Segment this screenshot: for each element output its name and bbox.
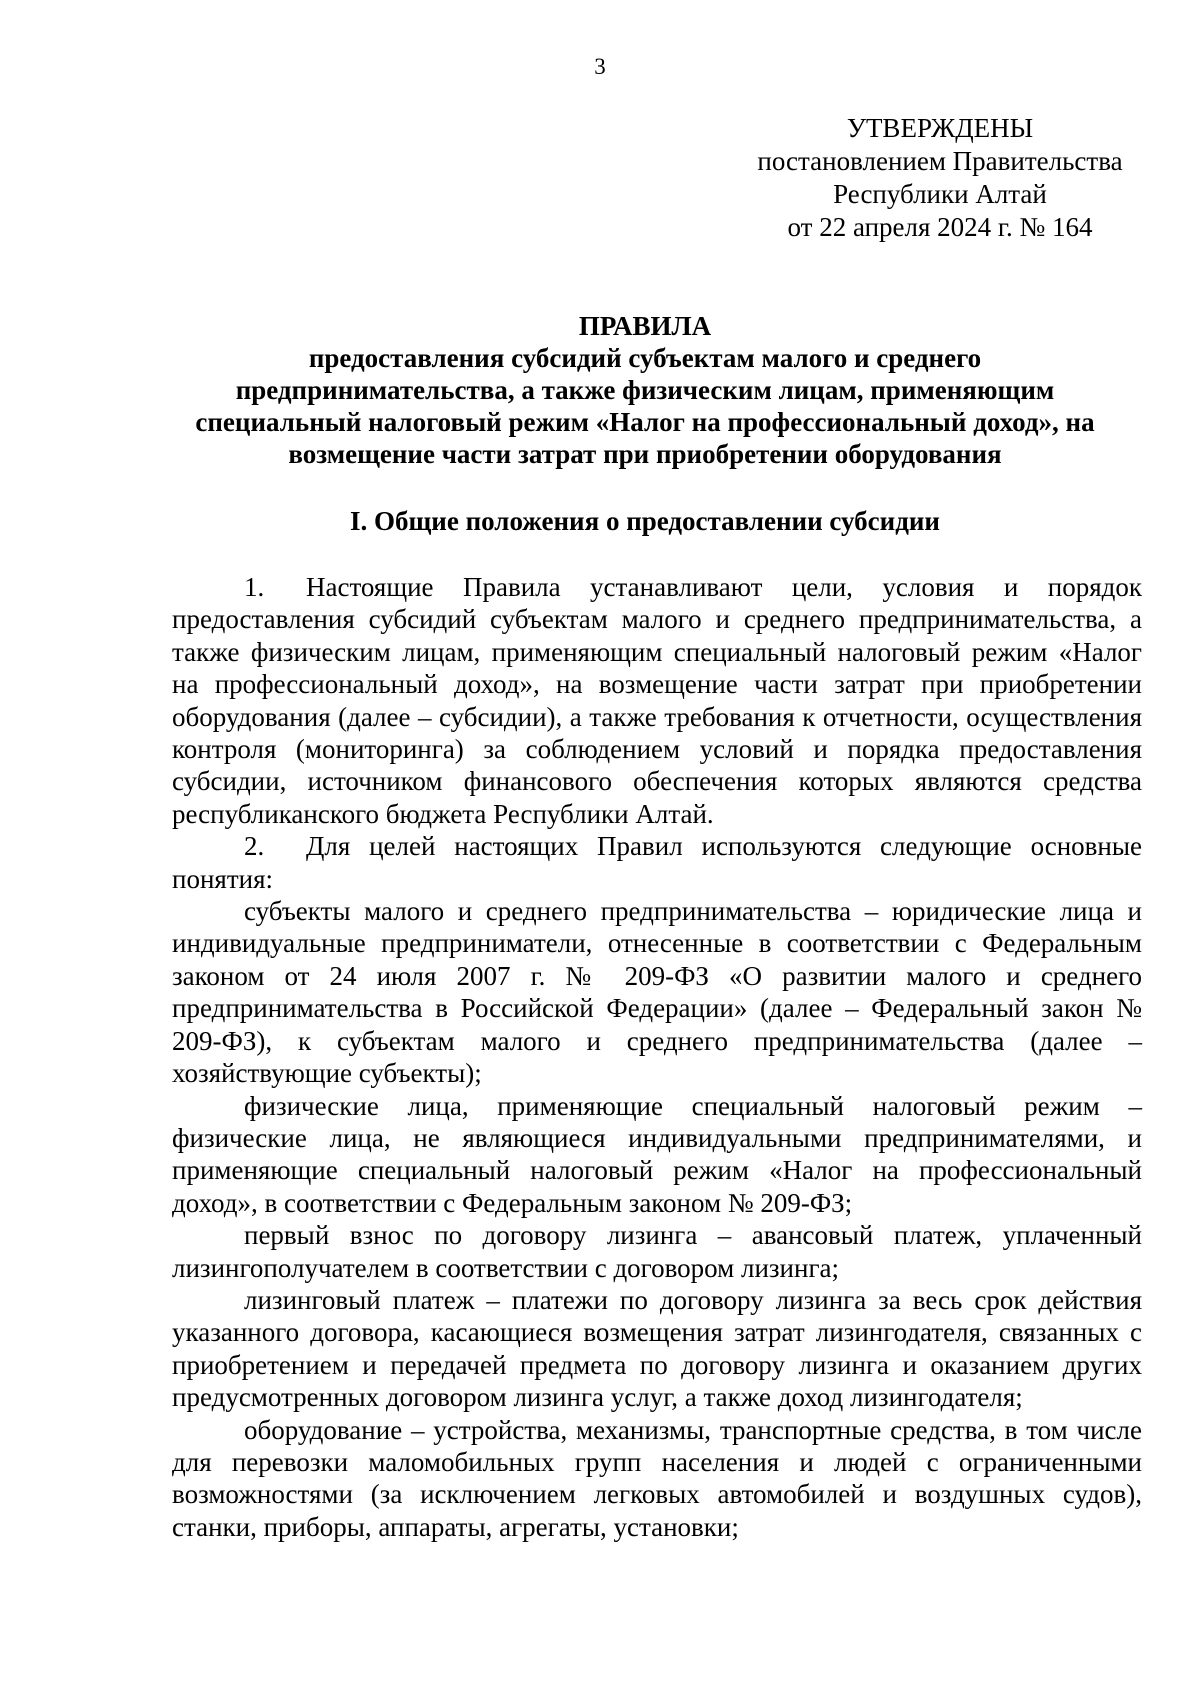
paragraph-text: Для целей настоящих Правил используются следующие основные понятия: bbox=[172, 831, 1142, 894]
paragraph-text: Настоящие Правила устанавливают цели, условия и порядок предоставления субсидий субъектам малого и среднего предпринимательства, а также физическим лицам, применяющим специальный налоговый режим «Налог на профессиональный доход», на возмещение части затрат при приобретении оборудования (далее – субсидии), а также требования к отчетности, осуществления контроля (мониторинга) за соблюдением условий и порядка предоставления субсидии, источником финансового обеспечения которых являются средства республиканского бюджета Республики Алтай. bbox=[172, 572, 1142, 829]
title-heading: ПРАВИЛА bbox=[578, 311, 712, 341]
definition-first-lease-payment: первый взнос по договору лизинга – авансовый платеж, уплаченный лизингополучателем в соответствии с договором лизинга; bbox=[172, 1220, 1142, 1283]
section-heading: I. Общие положения о предоставлении субсидии bbox=[350, 506, 940, 536]
paragraph-number: 2. bbox=[244, 831, 265, 862]
definition-lease-payment: лизинговый платеж – платежи по договору лизинга за весь срок действия указанного договора, касающиеся возмещения затрат лизингодателя, связанных с приобретением и передачей предмета по договору лизинга и оказанием других предусмотренных договором лизинга услуг, а также доход лизингодателя; bbox=[172, 1284, 1142, 1413]
definition-self-employed: физические лица, применяющие специальный налоговый режим – физические лица, не являющиеся индивидуальными предпринимателями, и применяющие специальный налоговый режим «Налог на профессиональный доход», в соответствии с Федеральным законом № 209-ФЗ; bbox=[172, 1090, 1142, 1218]
definition-smb: субъекты малого и среднего предпринимательства – юридические лица и индивидуальные предприниматели, отнесенные в соответствии с Федеральным законом от 24 июля 2007 г. № 209-ФЗ «О развитии малого и среднего предпринимательства в Российской Федерации» (далее – Федеральный закон № 209-ФЗ), к субъектам малого и среднего предпринимательства (далее – хозяйствующие субъекты); bbox=[172, 896, 1142, 1089]
definition-equipment: оборудование – устройства, механизмы, транспортные средства, в том числе для перевозки маломобильных групп населения и людей с ограниченными возможностями (за исключением легковых автомобилей и воздушных судов), станки, приборы, аппараты, агрегаты, установки; bbox=[172, 1414, 1142, 1542]
paragraph-number: 1. bbox=[244, 572, 265, 602]
approval-stamp-block bbox=[740, 112, 1140, 244]
title-line-3: специальный налоговый режим «Налог на профессиональный доход», на bbox=[195, 407, 1095, 437]
document-body bbox=[172, 571, 1142, 1543]
document-title bbox=[160, 310, 1130, 470]
paragraph-1 bbox=[172, 571, 1142, 830]
approval-line-approved: УТВЕРЖДЕНЫ bbox=[846, 113, 1034, 143]
title-line-4: возмещение части затрат при приобретении оборудования bbox=[288, 439, 1002, 469]
approval-line-date-number: от 22 апреля 2024 г. № 164 bbox=[787, 212, 1093, 242]
title-line-2: предпринимательства, а также физическим лицам, применяющим bbox=[235, 375, 1055, 405]
approval-line-republic: Республики Алтай bbox=[833, 179, 1047, 209]
page-number: 3 bbox=[594, 54, 606, 79]
title-line-1: предоставления субсидий субъектам малого и среднего bbox=[308, 343, 982, 373]
paragraph-2 bbox=[172, 830, 1142, 895]
approval-line-resolution: постановлением Правительства bbox=[757, 146, 1123, 176]
